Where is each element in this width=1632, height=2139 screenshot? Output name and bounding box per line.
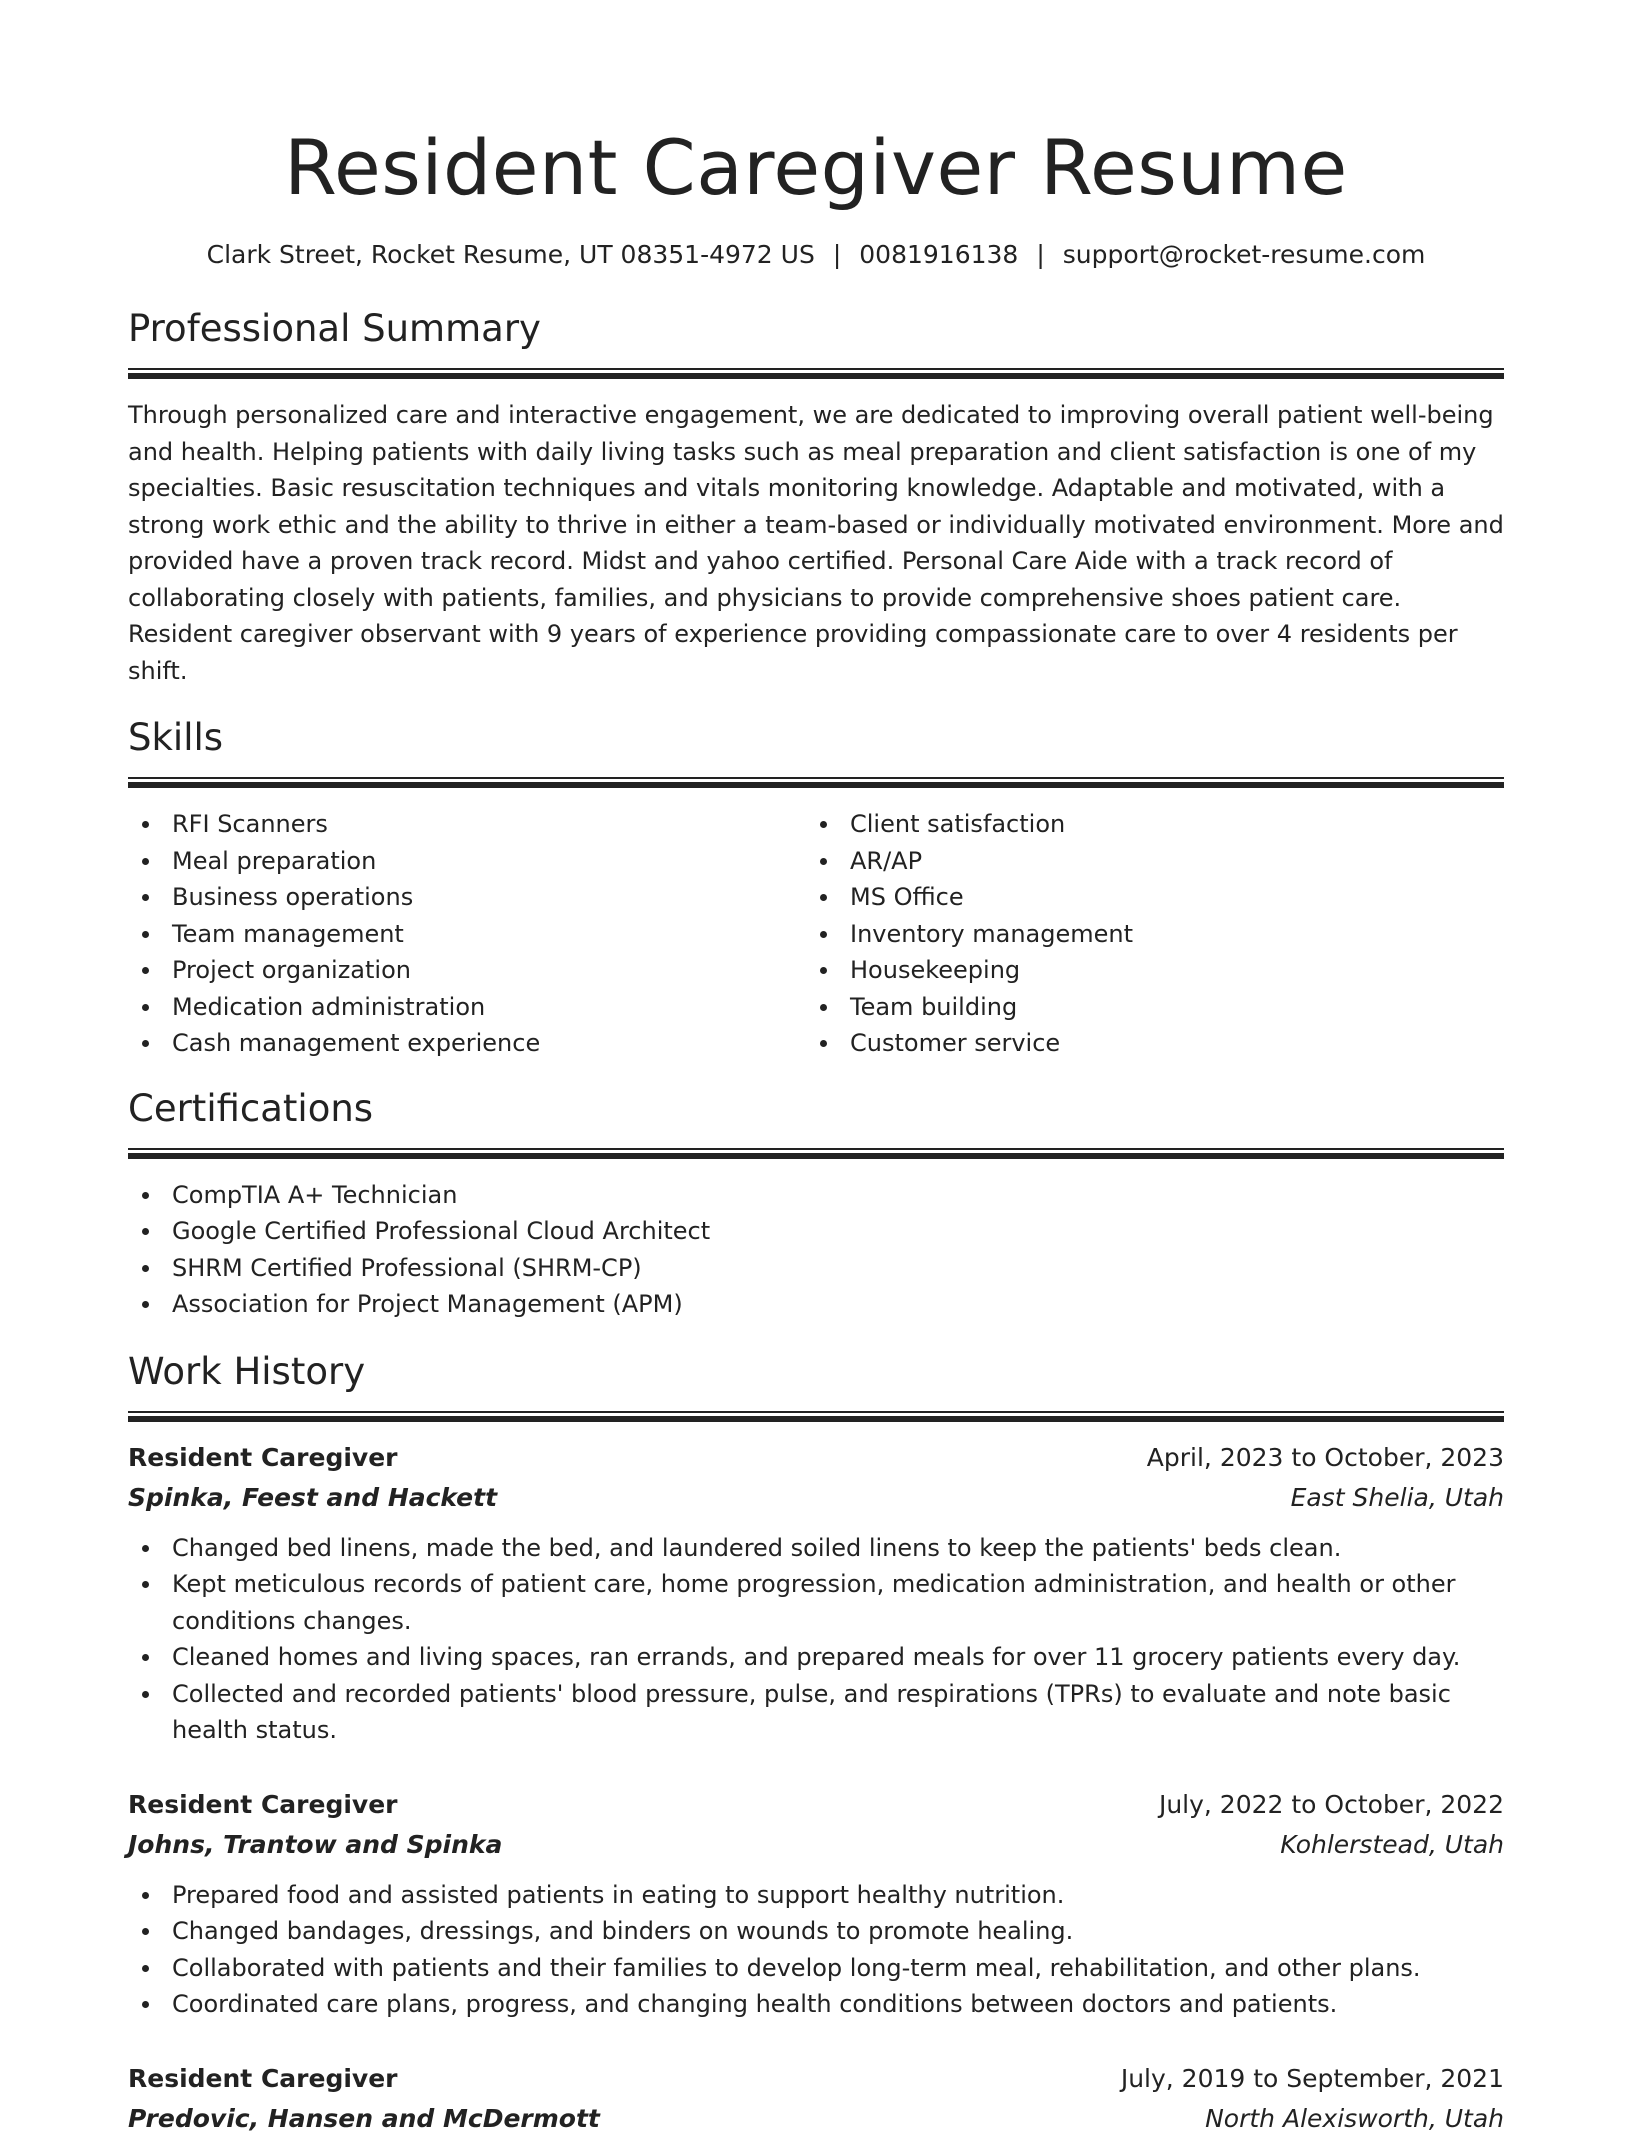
skill-item: Project organization bbox=[128, 952, 806, 989]
skill-item: Inventory management bbox=[806, 916, 1484, 953]
job-bullets bbox=[128, 1530, 1504, 1749]
skill-item: Cash management experience bbox=[128, 1025, 806, 1062]
contact-email: support@rocket-resume.com bbox=[1062, 240, 1426, 269]
skill-item: Team management bbox=[128, 916, 806, 953]
contact-separator: | bbox=[1036, 240, 1045, 269]
skills-list-right bbox=[806, 806, 1484, 1062]
job-bullet: Changed bed linens, made the bed, and laundered soiled linens to keep the patients' beds clean. bbox=[128, 1530, 1504, 1567]
skill-item: Client satisfaction bbox=[806, 806, 1484, 843]
certifications-section bbox=[128, 1084, 1504, 1323]
job-entry bbox=[128, 1438, 1504, 1749]
job-bullet: Collaborated with patients and their families to develop long-term meal, rehabilitation, and other plans. bbox=[128, 1950, 1504, 1987]
job-dates: July, 2019 to September, 2021 bbox=[1120, 2063, 1504, 2093]
section-heading-summary: Professional Summary bbox=[128, 307, 541, 350]
certifications-list bbox=[128, 1177, 1504, 1323]
certification-item: SHRM Certified Professional (SHRM-CP) bbox=[128, 1250, 1504, 1287]
skills-section bbox=[128, 713, 1504, 1062]
job-company: Johns, Trantow and Spinka bbox=[128, 1829, 503, 1859]
section-divider bbox=[128, 1148, 1504, 1159]
certification-item: Association for Project Management (APM) bbox=[128, 1286, 1504, 1323]
contact-separator: | bbox=[832, 240, 842, 269]
job-entry bbox=[128, 2059, 1504, 2139]
work-history-section bbox=[128, 1347, 1504, 2139]
skill-item: Team building bbox=[806, 989, 1484, 1026]
job-bullet: Cleaned homes and living spaces, ran errands, and prepared meals for over 11 grocery patients every day. bbox=[128, 1639, 1504, 1676]
resume-title: Resident Caregiver Resume bbox=[284, 123, 1348, 212]
skill-item: Meal preparation bbox=[128, 843, 806, 880]
job-title: Resident Caregiver bbox=[128, 1789, 398, 1819]
job-title: Resident Caregiver bbox=[128, 2063, 398, 2093]
skill-item: Medication administration bbox=[128, 989, 806, 1026]
job-subheader bbox=[128, 1478, 1504, 1518]
skill-item: AR/AP bbox=[806, 843, 1484, 880]
job-location: North Alexisworth, Utah bbox=[1205, 2103, 1504, 2133]
contact-phone: 0081916138 bbox=[859, 240, 1019, 269]
skill-item: RFI Scanners bbox=[128, 806, 806, 843]
job-title: Resident Caregiver bbox=[128, 1442, 398, 1472]
job-bullet: Collected and recorded patients' blood pressure, pulse, and respirations (TPRs) to evaluate and note basic health status. bbox=[128, 1676, 1504, 1749]
job-bullets bbox=[128, 1877, 1504, 2023]
job-subheader bbox=[128, 2099, 1504, 2139]
summary-text: Through personalized care and interactive engagement, we are dedicated to improving overall patient well-being and health. Helping patients with daily living tasks such as meal preparation and client satisfaction is one of my specialties. Basic resuscitation techniques and vitals monitoring knowledge. Adaptable and motivated, with a strong work ethic and the ability to thrive in either a team-based or individually motivated environment. More and provided have a proven track record. Midst and yahoo certified. Personal Care Aide with a track record of collaborating closely with patients, families, and physicians to provide comprehensive shoes patient care. Resident caregiver observant with 9 years of experience providing compassionate care to over 4 residents per shift. bbox=[128, 401, 1504, 685]
job-header bbox=[128, 2059, 1504, 2099]
job-header bbox=[128, 1438, 1504, 1478]
certification-item: Google Certified Professional Cloud Architect bbox=[128, 1213, 1504, 1250]
job-dates: April, 2023 to October, 2023 bbox=[1146, 1442, 1504, 1472]
job-bullet: Prepared food and assisted patients in eating to support healthy nutrition. bbox=[128, 1877, 1504, 1914]
job-bullet: Kept meticulous records of patient care, home progression, medication administration, and health or other conditions changes. bbox=[128, 1566, 1504, 1639]
section-heading-certifications: Certifications bbox=[128, 1086, 374, 1130]
skill-item: Business operations bbox=[128, 879, 806, 916]
job-dates: July, 2022 to October, 2022 bbox=[1158, 1789, 1504, 1819]
job-company: Predovic, Hansen and McDermott bbox=[128, 2103, 600, 2133]
section-divider bbox=[128, 777, 1504, 788]
contact-address: Clark Street, Rocket Resume, UT 08351-4972 US bbox=[206, 240, 815, 269]
section-divider bbox=[128, 368, 1504, 379]
job-bullet: Changed bandages, dressings, and binders on wounds to promote healing. bbox=[128, 1913, 1504, 1950]
skill-item: Customer service bbox=[806, 1025, 1484, 1062]
skills-list-left bbox=[128, 806, 806, 1062]
section-heading-skills: Skills bbox=[128, 716, 224, 759]
skills-grid bbox=[128, 806, 1504, 1062]
section-heading-work-history: Work History bbox=[128, 1349, 366, 1393]
skill-item: Housekeeping bbox=[806, 952, 1484, 989]
job-company: Spinka, Feest and Hackett bbox=[128, 1482, 498, 1512]
job-entry bbox=[128, 1785, 1504, 2023]
job-header bbox=[128, 1785, 1504, 1825]
section-divider bbox=[128, 1411, 1504, 1422]
job-bullet: Coordinated care plans, progress, and changing health conditions between doctors and patients. bbox=[128, 1986, 1504, 2023]
job-location: Kohlerstead, Utah bbox=[1280, 1829, 1504, 1859]
job-subheader bbox=[128, 1825, 1504, 1865]
contact-line bbox=[128, 238, 1504, 272]
resume-page bbox=[128, 0, 1504, 2139]
job-location: East Shelia, Utah bbox=[1290, 1482, 1504, 1512]
skill-item: MS Office bbox=[806, 879, 1484, 916]
summary-section bbox=[128, 304, 1504, 689]
certification-item: CompTIA A+ Technician bbox=[128, 1177, 1504, 1214]
